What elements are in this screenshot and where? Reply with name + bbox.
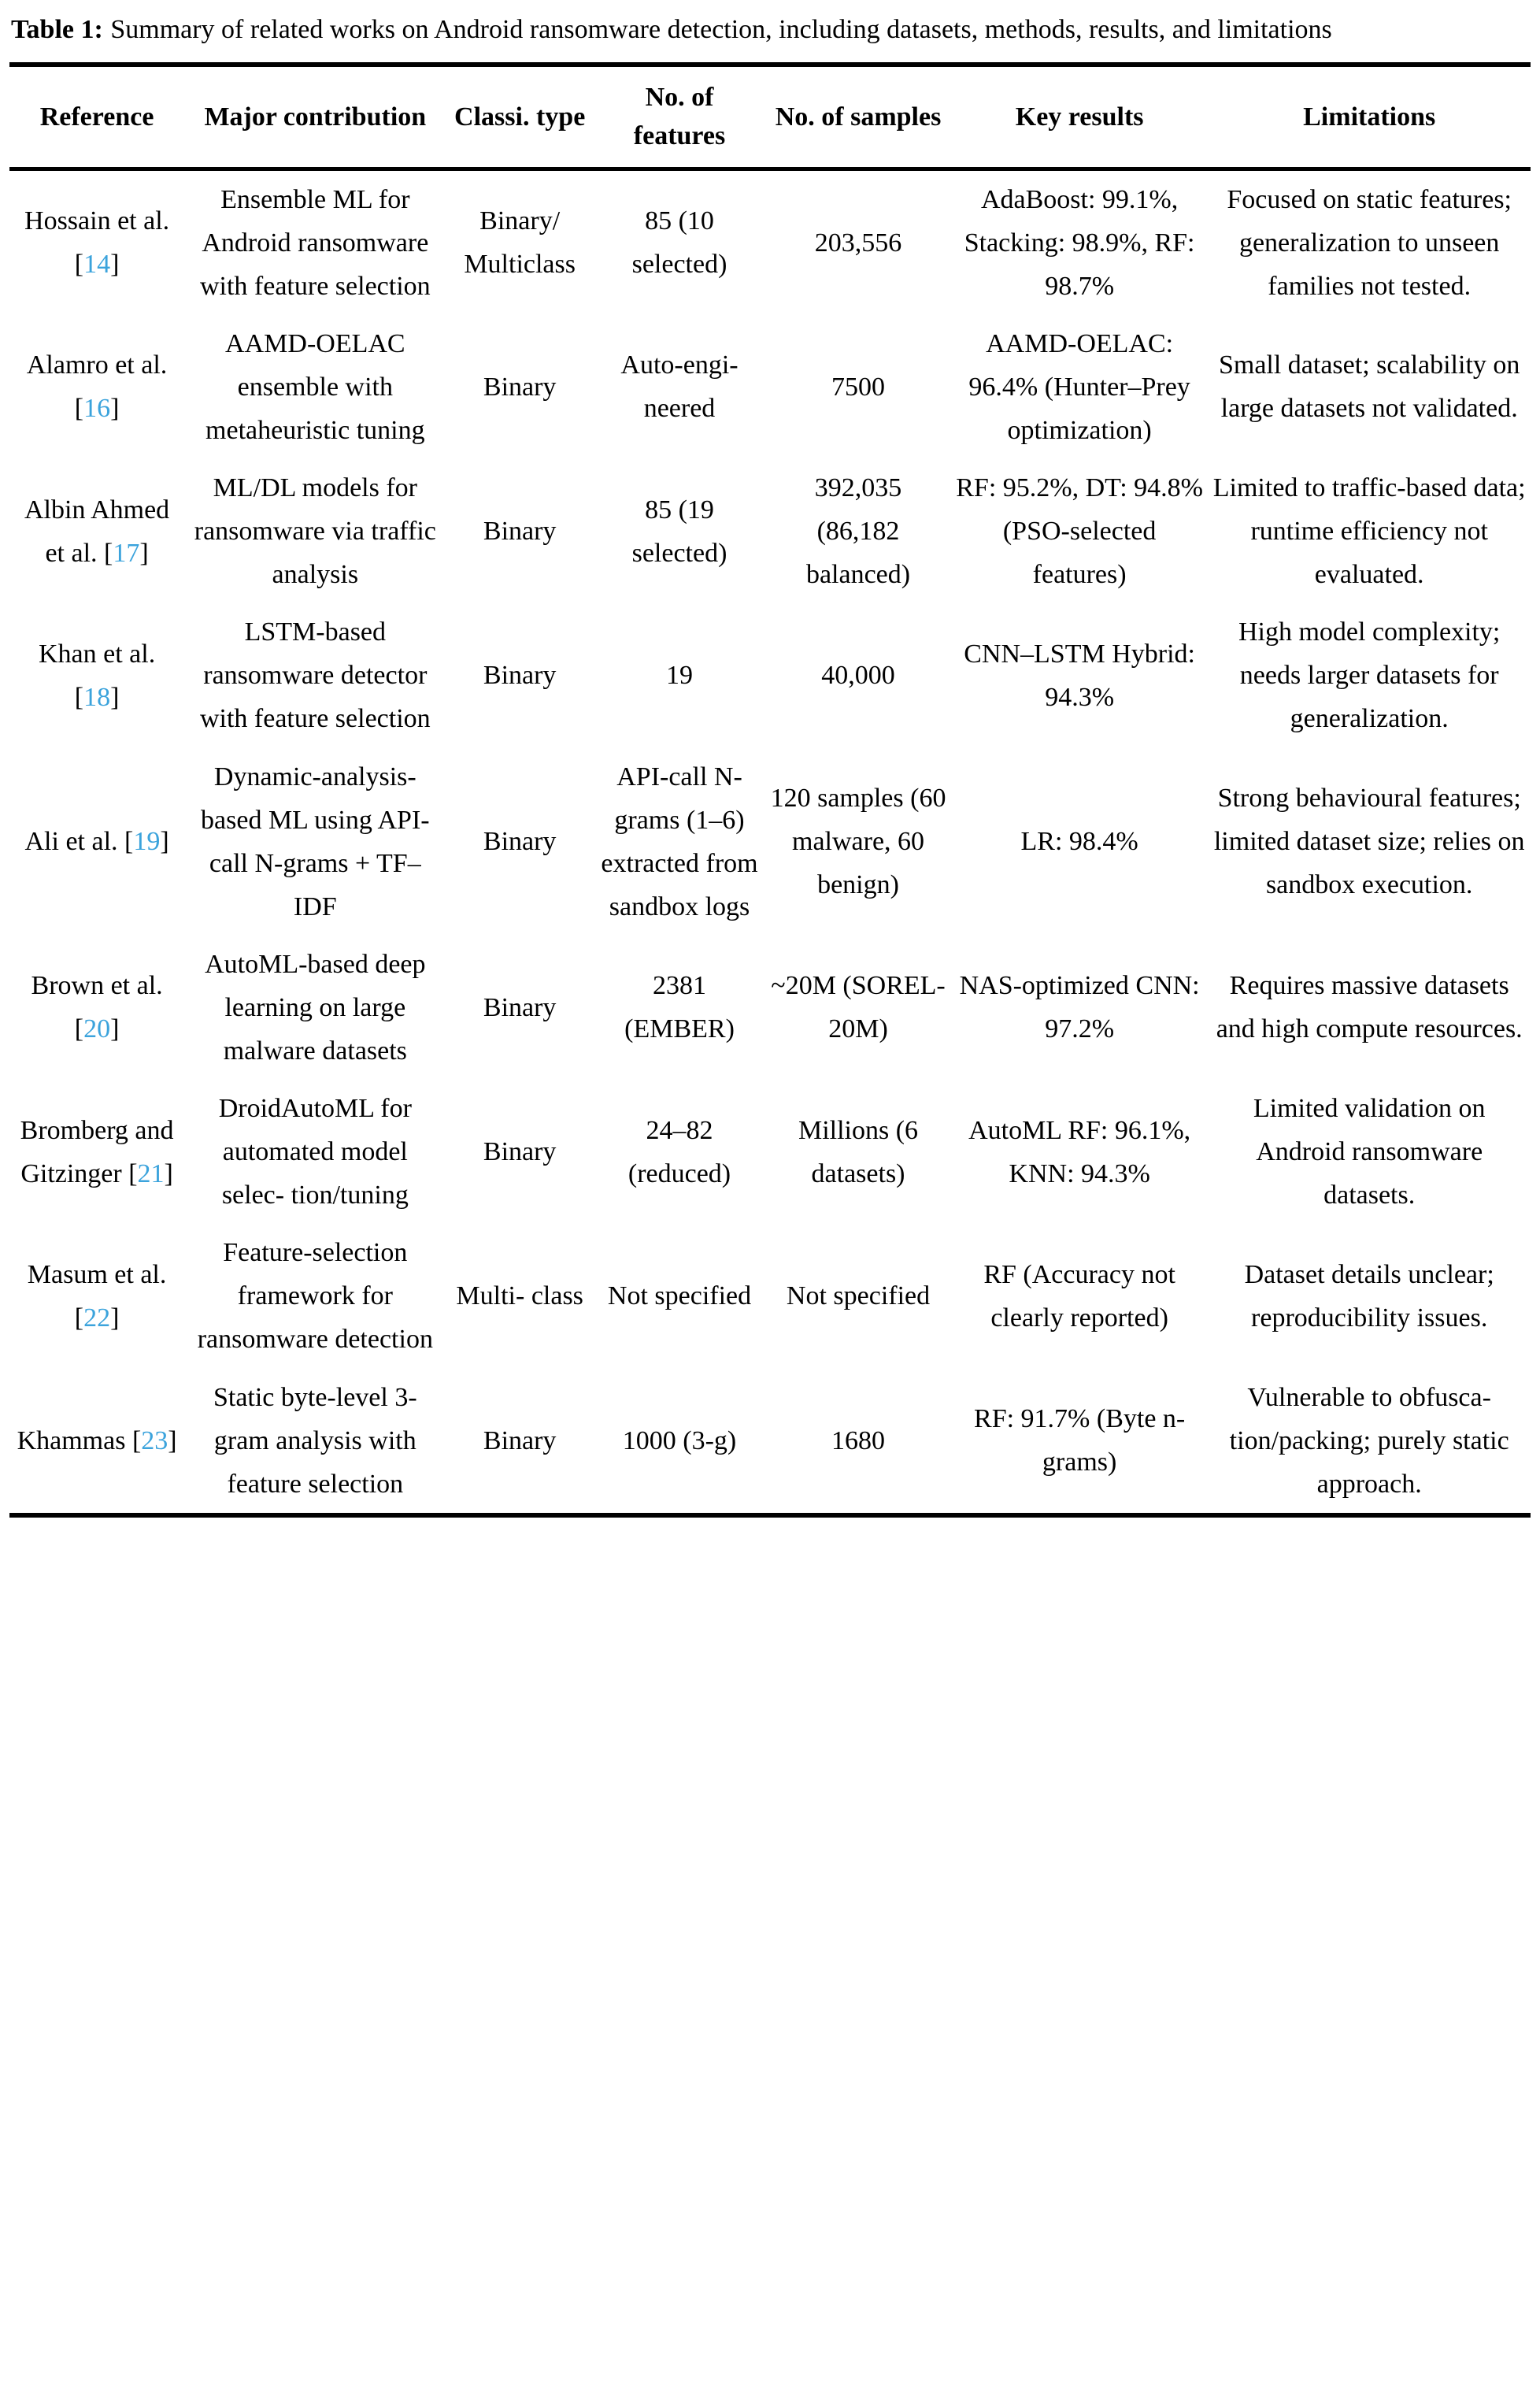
citation-link[interactable]: 23: [141, 1425, 168, 1455]
cell-reference: Khan et al. [18]: [38, 639, 156, 712]
cell-major-contribution: Ensemble ML for Android ransomware with feature selection: [199, 184, 431, 301]
cell-num-features: Not specified: [607, 1281, 752, 1311]
cell-classi-type: Binary/ Multiclass: [464, 206, 576, 280]
cell-classi-type: Binary: [483, 827, 557, 857]
cell-key-results: RF: 95.2%, DT: 94.8% (PSO-selected features): [956, 473, 1203, 590]
col-header-num-samples: No. of samples: [765, 65, 951, 169]
citation-link[interactable]: 17: [113, 538, 140, 568]
cell-num-features: API-call N-grams (1–6) extracted from sandbox logs: [601, 762, 758, 921]
table-row: [9, 459, 1531, 603]
col-header-major-contribution: Major contribution: [184, 65, 446, 169]
citation-link[interactable]: 22: [83, 1303, 111, 1333]
cell-reference: Bromberg and Gitzinger [21]: [20, 1115, 174, 1188]
citation-link[interactable]: 19: [133, 827, 161, 857]
cell-key-results: CNN–LSTM Hybrid: 94.3%: [964, 639, 1195, 712]
citation-link[interactable]: 16: [83, 394, 111, 424]
table-row: [9, 1369, 1531, 1515]
header-row: [9, 65, 1531, 169]
cell-reference: Albin Ahmed et al. [17]: [24, 495, 170, 568]
cell-key-results: AAMD-OELAC: 96.4% (Hunter–Prey optimization): [968, 328, 1190, 445]
col-header-limitations: Limitations: [1208, 65, 1531, 169]
col-header-key-results: Key results: [951, 65, 1209, 169]
related-works-table: [9, 62, 1531, 1518]
cell-num-samples: 7500: [831, 372, 886, 402]
table-row: [9, 936, 1531, 1080]
cell-reference: Brown et al. [20]: [31, 971, 163, 1044]
citation-link[interactable]: 18: [83, 682, 111, 712]
cell-major-contribution: AAMD-OELAC ensemble with metaheuristic tuning: [205, 328, 425, 445]
cell-classi-type: Binary: [483, 517, 557, 547]
cell-major-contribution: DroidAutoML for automated model selec- tion/tuning: [218, 1094, 412, 1210]
cell-reference: Masum et al. [22]: [27, 1259, 167, 1333]
cell-num-samples: 1680: [831, 1425, 886, 1455]
cell-num-features: 85 (19 selected): [631, 495, 727, 568]
cell-key-results: RF (Accuracy not clearly reported): [983, 1259, 1175, 1333]
cell-key-results: LR: 98.4%: [1020, 827, 1138, 857]
cell-classi-type: Binary: [483, 992, 557, 1022]
cell-num-samples: 392,035 (86,182 balanced): [805, 473, 911, 590]
cell-limitations: Focused on static features; generalization to unseen families not tested.: [1227, 184, 1512, 301]
cell-major-contribution: Static byte-level 3-gram analysis with feature selection: [213, 1382, 417, 1499]
cell-limitations: Limited to traffic-based data; runtime efficiency not evaluated.: [1212, 473, 1526, 590]
col-header-classi-type: Classi. type: [446, 65, 593, 169]
cell-reference: Khammas [23]: [17, 1425, 177, 1455]
table-row: [9, 1080, 1531, 1224]
cell-limitations: Small dataset; scalability on large datasets not validated.: [1218, 350, 1520, 424]
table-row: [9, 1224, 1531, 1368]
cell-reference: Ali et al. [19]: [24, 827, 169, 857]
cell-classi-type: Binary: [483, 372, 557, 402]
cell-num-samples: ~20M (SOREL- 20M): [771, 971, 946, 1044]
cell-major-contribution: Feature-selection framework for ransomware detection: [197, 1238, 433, 1355]
cell-num-samples: Millions (6 datasets): [798, 1115, 919, 1188]
cell-key-results: RF: 91.7% (Byte n-grams): [974, 1404, 1186, 1477]
table-row: [9, 603, 1531, 747]
cell-num-features: 2381 (EMBER): [624, 971, 735, 1044]
citation-link[interactable]: 20: [83, 1014, 111, 1044]
cell-num-samples: 203,556: [814, 228, 902, 258]
cell-num-features: Auto-engi-neered: [620, 350, 739, 424]
cell-num-samples: 120 samples (60 malware, 60 benign): [770, 784, 946, 900]
table-row: [9, 315, 1531, 459]
citation-link[interactable]: 21: [137, 1158, 165, 1188]
cell-limitations: Dataset details unclear; reproducibility issues.: [1244, 1259, 1494, 1333]
cell-limitations: Requires massive datasets and high compute resources.: [1216, 971, 1523, 1044]
table-caption: [11, 9, 1529, 50]
cell-limitations: Strong behavioural features; limited dataset size; relies on sandbox execution.: [1213, 784, 1525, 900]
cell-limitations: High model complexity; needs larger datasets for generalization.: [1238, 617, 1501, 734]
table-row: [9, 169, 1531, 315]
cell-limitations: Vulnerable to obfusca- tion/packing; purely static approach.: [1229, 1382, 1509, 1499]
cell-classi-type: Binary: [483, 661, 557, 691]
cell-key-results: NAS-optimized CNN: 97.2%: [959, 971, 1200, 1044]
cell-num-samples: Not specified: [786, 1281, 931, 1311]
col-header-num-features: No. of features: [594, 65, 765, 169]
caption-text: Summary of related works on Android ransomware detection, including datasets, methods, results, and limitations: [110, 15, 1332, 44]
table-header: [9, 65, 1531, 169]
cell-num-features: 85 (10 selected): [631, 206, 727, 280]
cell-classi-type: Binary: [483, 1137, 557, 1167]
table-row: [9, 748, 1531, 936]
cell-reference: Hossain et al. [14]: [24, 206, 170, 280]
cell-num-features: 1000 (3-g): [622, 1425, 737, 1455]
cell-major-contribution: ML/DL models for ransomware via traffic analysis: [194, 473, 436, 590]
cell-key-results: AutoML RF: 96.1%, KNN: 94.3%: [968, 1115, 1191, 1188]
cell-num-features: 19: [666, 661, 694, 691]
cell-major-contribution: AutoML-based deep learning on large malware datasets: [205, 949, 426, 1066]
cell-major-contribution: Dynamic-analysis-based ML using API-call N-grams + TF–IDF: [201, 762, 430, 921]
caption-label: Table 1:: [11, 15, 103, 44]
col-header-reference: Reference: [9, 65, 184, 169]
cell-limitations: Limited validation on Android ransomware datasets.: [1253, 1094, 1486, 1210]
cell-reference: Alamro et al. [16]: [26, 350, 168, 424]
cell-key-results: AdaBoost: 99.1%, Stacking: 98.9%, RF: 98.7%: [964, 184, 1195, 301]
citation-link[interactable]: 14: [83, 250, 111, 280]
cell-num-features: 24–82 (reduced): [627, 1115, 731, 1188]
cell-num-samples: 40,000: [821, 661, 895, 691]
cell-classi-type: Binary: [483, 1425, 557, 1455]
table-body: [9, 169, 1531, 1515]
cell-major-contribution: LSTM-based ransomware detector with feature selection: [199, 617, 431, 734]
cell-classi-type: Multi- class: [456, 1281, 583, 1311]
